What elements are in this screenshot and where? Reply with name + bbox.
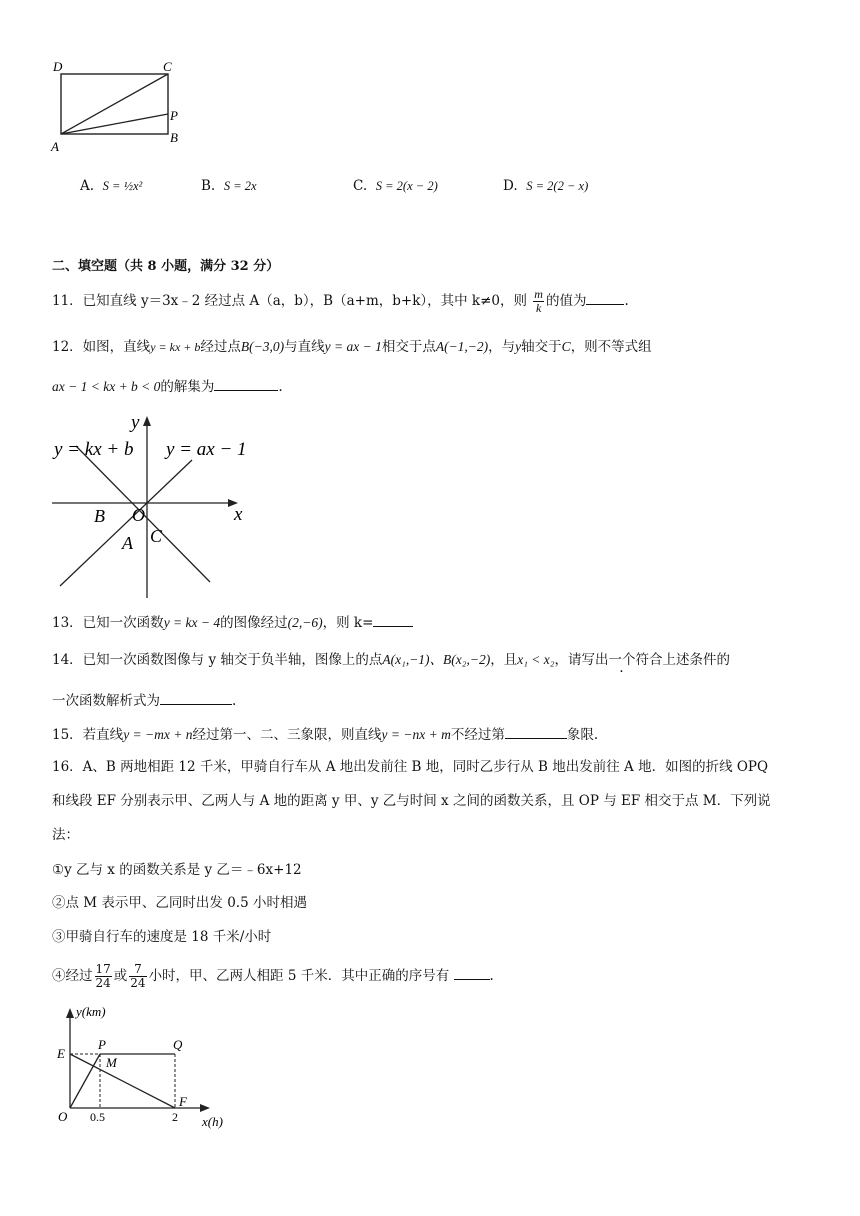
question-12-line1: 12．如图，直线y = kx + b经过点B(−3,0)与直线y = ax − 1相交于点A(−1,−2)，与y轴交于C，则不等式组 — [52, 339, 652, 355]
section-title: 二、填空题（共 8 小题，满分 32 分） — [52, 259, 280, 274]
statement-1: ①y 乙与 x 的函数关系是 y 乙＝﹣6x+12 — [52, 862, 302, 878]
question-16-line2: 和线段 EF 分别表示甲、乙两人与 A 地的距离 y 甲、y 乙与时间 x 之间的函数关系，且 OP 与 EF 相交于点 M．下列说 — [52, 793, 771, 809]
label-O: O — [132, 505, 145, 525]
label-y: y — [131, 412, 140, 433]
label-C: C — [150, 526, 163, 546]
label-eq2: y = ax − 1 — [166, 439, 247, 460]
statement-4: ④经过 $\frac{17}{24}$ 或 $\frac{7}{24}$ 小时，甲、乙两人相距 5 千米．其中正确的序号有 . — [52, 962, 494, 990]
label-0-5: 0.5 — [90, 1110, 105, 1124]
label-P: P — [98, 1037, 106, 1052]
question-16-line3: 法： — [52, 827, 79, 843]
label-2: 2 — [172, 1110, 178, 1124]
question-13: 13．已知一次函数y = kx − 4的图像经过(2,−6)，则 k= — [52, 612, 413, 633]
statement-3: ③甲骑自行车的速度是 18 千米/小时 — [52, 929, 272, 945]
option-b: B. S = 2x — [201, 178, 257, 194]
label-x: x — [234, 504, 243, 525]
label-y-km: y(km) — [76, 1004, 106, 1019]
question-15: 15．若直线y = −mx + n经过第一、二、三象限，则直线y = −nx + m不经过第 象限. — [52, 724, 598, 745]
label-C: C — [163, 59, 172, 74]
option-d: D. S = 2(2 − x) — [503, 178, 589, 194]
question-16-line1: 16．A、B 两地相距 12 千米，甲骑自行车从 A 地出发前往 B 地，同时乙步行从 B 地出发前往 A 地．如图的折线 OPQ — [52, 759, 769, 775]
label-eq1: y = kx + b — [54, 439, 134, 460]
question-14-line1: 14．已知一次函数图像与 y 轴交于负半轴，图像上的点A(x₁,−1)、B(x₂,−2)，且x₁ < x₂，请写出一个符合上述条件的 — [52, 652, 730, 668]
label-A: A — [122, 533, 133, 553]
label-F: F — [179, 1094, 187, 1109]
option-c: C. S = 2(x − 2) — [353, 178, 438, 194]
options-row — [80, 178, 640, 198]
label-x-h: x(h) — [202, 1114, 223, 1129]
question-12-line2: ax − 1 < kx + b < 0的解集为 . — [52, 376, 283, 397]
label-E: E — [57, 1046, 65, 1061]
question-11: 11．已知直线 y＝3x﹣2 经过点 A（a，b），B（a+m，b+k），其中 k≠0，则 $\frac{m}{k}$ 的值为 . — [52, 287, 629, 315]
rectangle-figure — [48, 56, 188, 156]
label-P: P — [170, 108, 178, 123]
label-O: O — [58, 1109, 68, 1124]
statement-2: ②点 M 表示甲、乙同时出发 0.5 小时相遇 — [52, 895, 307, 911]
label-M: M — [106, 1055, 117, 1070]
label-D: D — [53, 59, 63, 74]
label-B: B — [170, 130, 178, 145]
question-14-line2: 一次函数解析式为 . — [52, 690, 236, 711]
label-Q: Q — [173, 1037, 183, 1052]
option-a: A. S = ½x² — [80, 178, 143, 194]
q16-graph-figure — [54, 1000, 244, 1130]
label-A: A — [51, 139, 59, 154]
q12-graph-figure — [48, 408, 258, 603]
label-B: B — [94, 506, 105, 526]
